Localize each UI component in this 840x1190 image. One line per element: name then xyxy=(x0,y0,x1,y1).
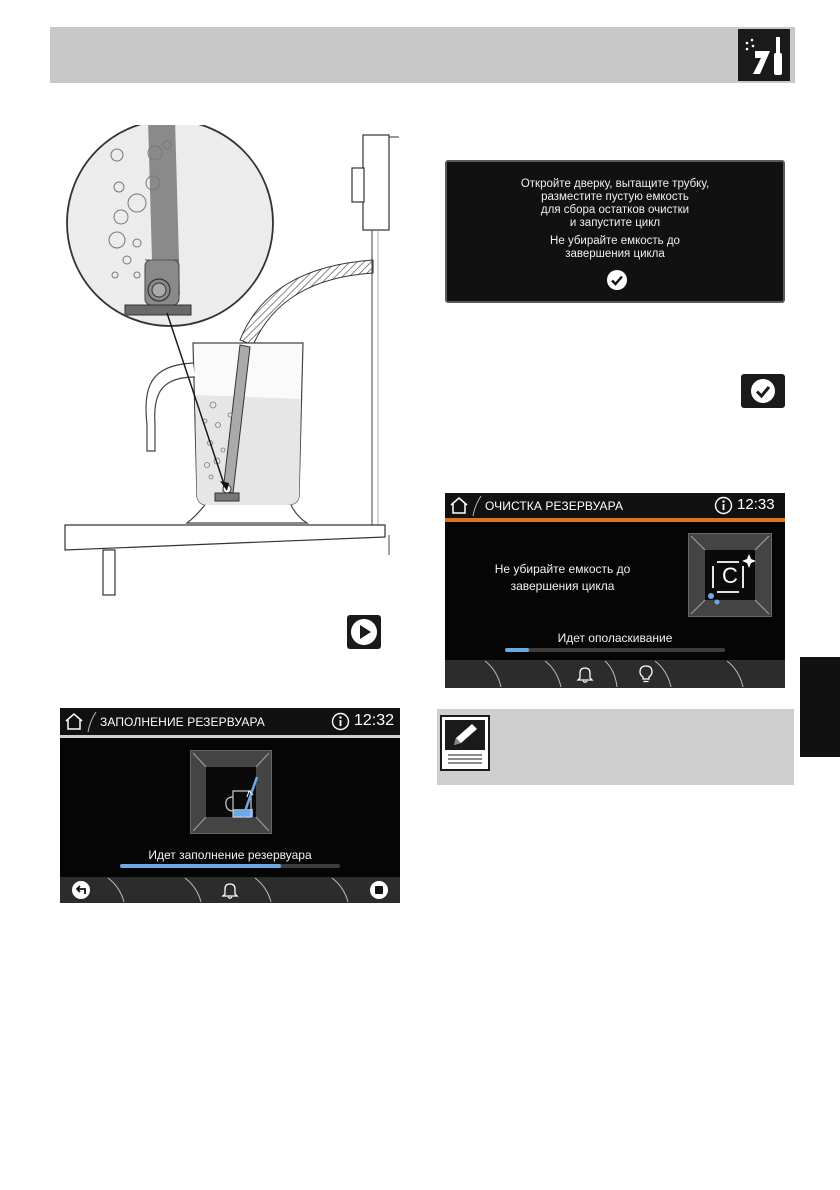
instruction-dialog xyxy=(445,160,785,303)
section-side-tab xyxy=(800,657,840,757)
message-line: Не убирайте емкость до xyxy=(494,562,631,576)
status-text: Идет ополаскивание xyxy=(557,631,673,645)
header-bar xyxy=(50,27,795,83)
home-icon[interactable] xyxy=(63,711,85,731)
accent-stripe xyxy=(60,735,400,738)
machine-side-panel xyxy=(363,135,389,230)
message-line: завершения цикла xyxy=(510,579,615,593)
dialog-line: для сбора остатков очистки xyxy=(540,204,690,216)
dialog-line: и запустите цикл xyxy=(569,217,661,229)
back-icon[interactable] xyxy=(71,880,91,900)
bell-icon[interactable] xyxy=(575,664,595,684)
stop-icon[interactable] xyxy=(369,880,389,900)
status-text: Идет заполнение резервуара xyxy=(148,848,312,862)
screen-cleaning xyxy=(445,493,785,688)
check-icon xyxy=(741,374,785,408)
check-icon[interactable] xyxy=(607,270,627,290)
play-icon xyxy=(347,615,381,649)
progress-bar xyxy=(120,864,340,868)
note-box xyxy=(437,709,794,785)
cleaning-cycle-icon xyxy=(688,533,772,617)
drip-tray xyxy=(65,525,385,550)
screen-time: 12:32 xyxy=(354,712,395,729)
accent-stripe xyxy=(445,518,785,522)
bulb-icon[interactable] xyxy=(637,664,655,684)
pencil-note-icon xyxy=(440,715,490,771)
info-icon[interactable] xyxy=(331,712,350,731)
screen-filling xyxy=(60,708,400,903)
screen-title: ЗАПОЛНЕНИЕ РЕЗЕРВУАРА xyxy=(100,715,265,729)
dialog-line: разместите пустую емкость xyxy=(541,191,689,203)
tank-filling-icon xyxy=(190,750,272,834)
home-icon[interactable] xyxy=(448,495,470,515)
info-icon[interactable] xyxy=(714,496,733,515)
svg-text:C: C xyxy=(722,563,738,588)
screen-title: ОЧИСТКА РЕЗЕРВУАРА xyxy=(485,499,624,513)
progress-fill xyxy=(505,648,529,652)
dialog-line: Не убирайте емкость до xyxy=(550,235,680,247)
bell-icon[interactable] xyxy=(220,880,240,900)
dialog-line: завершения цикла xyxy=(565,248,665,260)
maintenance-tools-icon xyxy=(738,29,790,81)
progress-fill xyxy=(120,864,281,868)
dialog-line: Откройте дверку, вытащите трубку, xyxy=(520,178,710,190)
tube-in-jug-illustration xyxy=(55,125,405,600)
screen-time: 12:33 xyxy=(737,496,775,513)
progress-bar xyxy=(505,648,725,652)
